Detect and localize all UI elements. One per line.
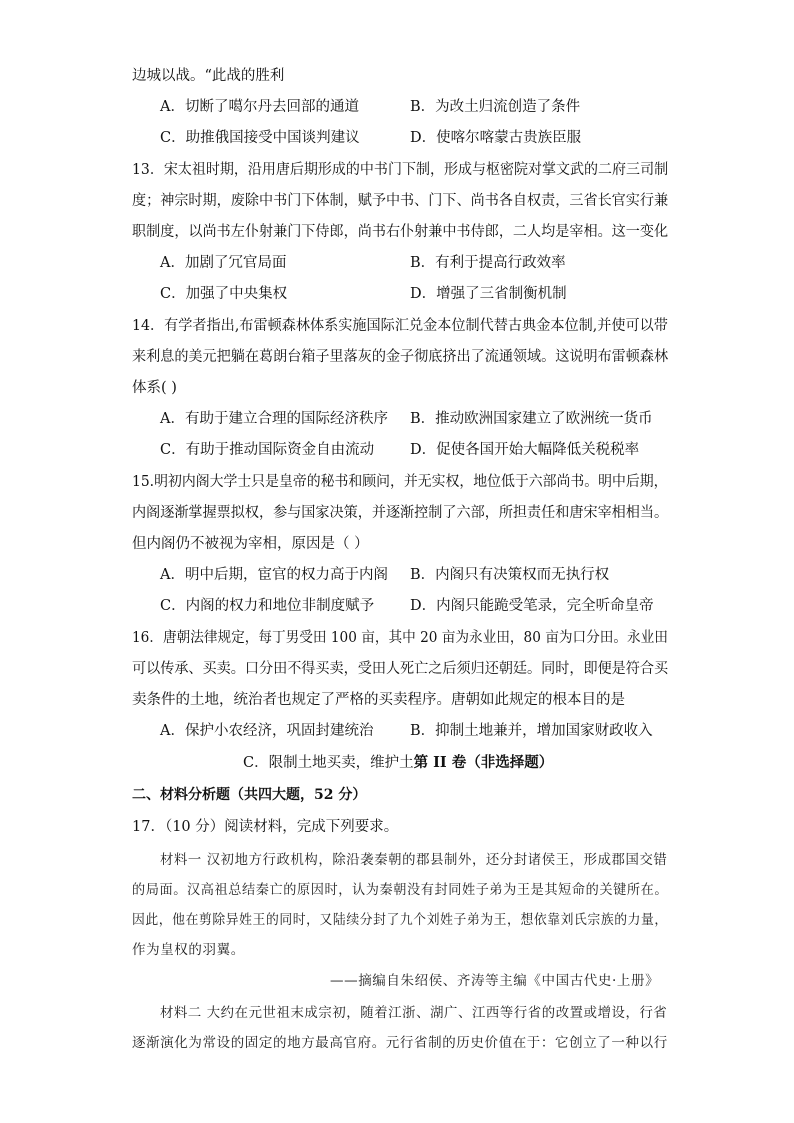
q16-option-a[interactable]: A．保护小农经济，巩固封建统治 xyxy=(160,723,374,739)
q17-material2-line-1: 材料二 大约在元世祖末成宗初，随着江浙、湖广、江西等行省的改置或增设，行省 xyxy=(160,1005,668,1021)
q16-option-b[interactable]: B．抑制土地兼并，增加国家财政收入 xyxy=(410,723,653,739)
section-2-heading: 二、材料分析题（共四大题，52 分） xyxy=(132,787,367,803)
q14-option-d[interactable]: D．促使各国开始大幅降低关税税率 xyxy=(410,442,640,458)
q17-material1-line-2: 的局面。汉高祖总结秦亡的原因时，认为秦朝没有封同姓子弟为王是其短命的关键所在。 xyxy=(132,882,669,898)
q17-material1-line-4: 作为皇权的羽翼。 xyxy=(132,942,245,958)
q14-option-b[interactable]: B．推动欧洲国家建立了欧洲统一货币 xyxy=(410,411,653,427)
q15-option-b[interactable]: B．内阁只有决策权而无执行权 xyxy=(410,567,610,583)
q14-option-a[interactable]: A．有助于建立合理的国际经济秩序 xyxy=(160,411,388,427)
q12-option-b[interactable]: B．为改土归流创造了条件 xyxy=(410,99,581,115)
q14-line-3: 体系( ) xyxy=(132,380,177,396)
q14-option-c[interactable]: C．有助于推动国际资金自由流动 xyxy=(160,442,375,458)
q13-option-b[interactable]: B．有利于提高行政效率 xyxy=(410,255,566,271)
q14-line-2: 来利息的美元把躺在葛朗台箱子里落灰的金子彻底挤出了流通领域。这说明布雷顿森林 xyxy=(132,349,669,365)
q13-option-c[interactable]: C．加强了中央集权 xyxy=(160,286,288,302)
q12-stem-tail: 边城以战。“此战的胜利 xyxy=(132,68,285,84)
q17-source-1: ——摘编自朱绍侯、齐涛等主编《中国古代史·上册》 xyxy=(330,973,660,989)
q15-line-1: 15.明初内阁大学士只是皇帝的秘书和顾问，并无实权，地位低于六部尚书。明中后期， xyxy=(132,474,668,490)
q12-option-c[interactable]: C．助推俄国接受中国谈判建议 xyxy=(160,130,360,146)
q13-option-d[interactable]: D．增强了三省制衡机制 xyxy=(410,286,567,302)
q16-option-c-overlap[interactable] xyxy=(243,754,553,772)
q16-option-c[interactable]: C．限制土地买卖，维护土 xyxy=(243,755,414,771)
q17-intro: 17．（10 分）阅读材料，完成下列要求。 xyxy=(132,819,399,835)
q16-line-1: 16．唐朝法律规定，每丁男受田 100 亩，其中 20 亩为永业田，80 亩为口分田。永业田 xyxy=(132,630,668,646)
q15-line-3: 但内阁仍不被视为宰相，原因是（ ） xyxy=(132,536,369,552)
q15-option-d[interactable]: D．内阁只能跪受笔录，完全听命皇帝 xyxy=(410,598,654,614)
q15-option-c[interactable]: C．内阁的权力和地位非制度赋予 xyxy=(160,598,375,614)
q14-line-1: 14．有学者指出,布雷顿森林体系实施国际汇兑金本位制代替古典金本位制,并使可以带 xyxy=(132,318,668,334)
q17-material1-line-1: 材料一 汉初地方行政机构，除沿袭秦朝的郡县制外，还分封诸侯王，形成郡国交错 xyxy=(160,852,668,868)
q15-line-2: 内阁逐渐掌握票拟权，参与国家决策，并逐渐控制了六部，所担责任和唐宋宰相相当。 xyxy=(132,505,669,521)
q13-line-3: 职制度，以尚书左仆射兼门下侍郎，尚书右仆射兼中书侍郎，二人均是宰相。这一变化 xyxy=(132,224,669,240)
volume-ii-heading: 第 II 卷（非选择题） xyxy=(413,754,554,771)
q12-option-d[interactable]: D．使喀尔喀蒙古贵族臣服 xyxy=(410,130,582,146)
q13-line-1: 13．宋太祖时期，沿用唐后期形成的中书门下制，形成与枢密院对掌文武的二府三司制 xyxy=(132,162,669,178)
q16-line-3: 卖条件的土地，统治者也规定了严格的买卖程序。唐朝如此规定的根本目的是 xyxy=(132,692,625,708)
q13-option-a[interactable]: A．加剧了冗官局面 xyxy=(160,255,287,271)
q15-option-a[interactable]: A．明中后期，宦官的权力高于内阁 xyxy=(160,567,388,583)
q16-line-2: 可以传承、买卖。口分田不得买卖，受田人死亡之后须归还朝廷。同时，即便是符合买 xyxy=(132,661,669,677)
q12-option-a[interactable]: A．切断了噶尔丹去回部的通道 xyxy=(160,99,359,115)
q13-line-2: 度；神宗时期，废除中书门下体制，赋予中书、门下、尚书各自权责，三省长官实行兼 xyxy=(132,193,669,209)
q17-material1-line-3: 因此，他在剪除异姓王的同时，又陆续分封了九个刘姓子弟为王，想依靠刘氏宗族的力量， xyxy=(132,912,668,928)
q17-material2-line-2: 逐渐演化为常设的固定的地方最高官府。元行省制的历史价值在于：它创立了一种以行 xyxy=(132,1035,668,1051)
